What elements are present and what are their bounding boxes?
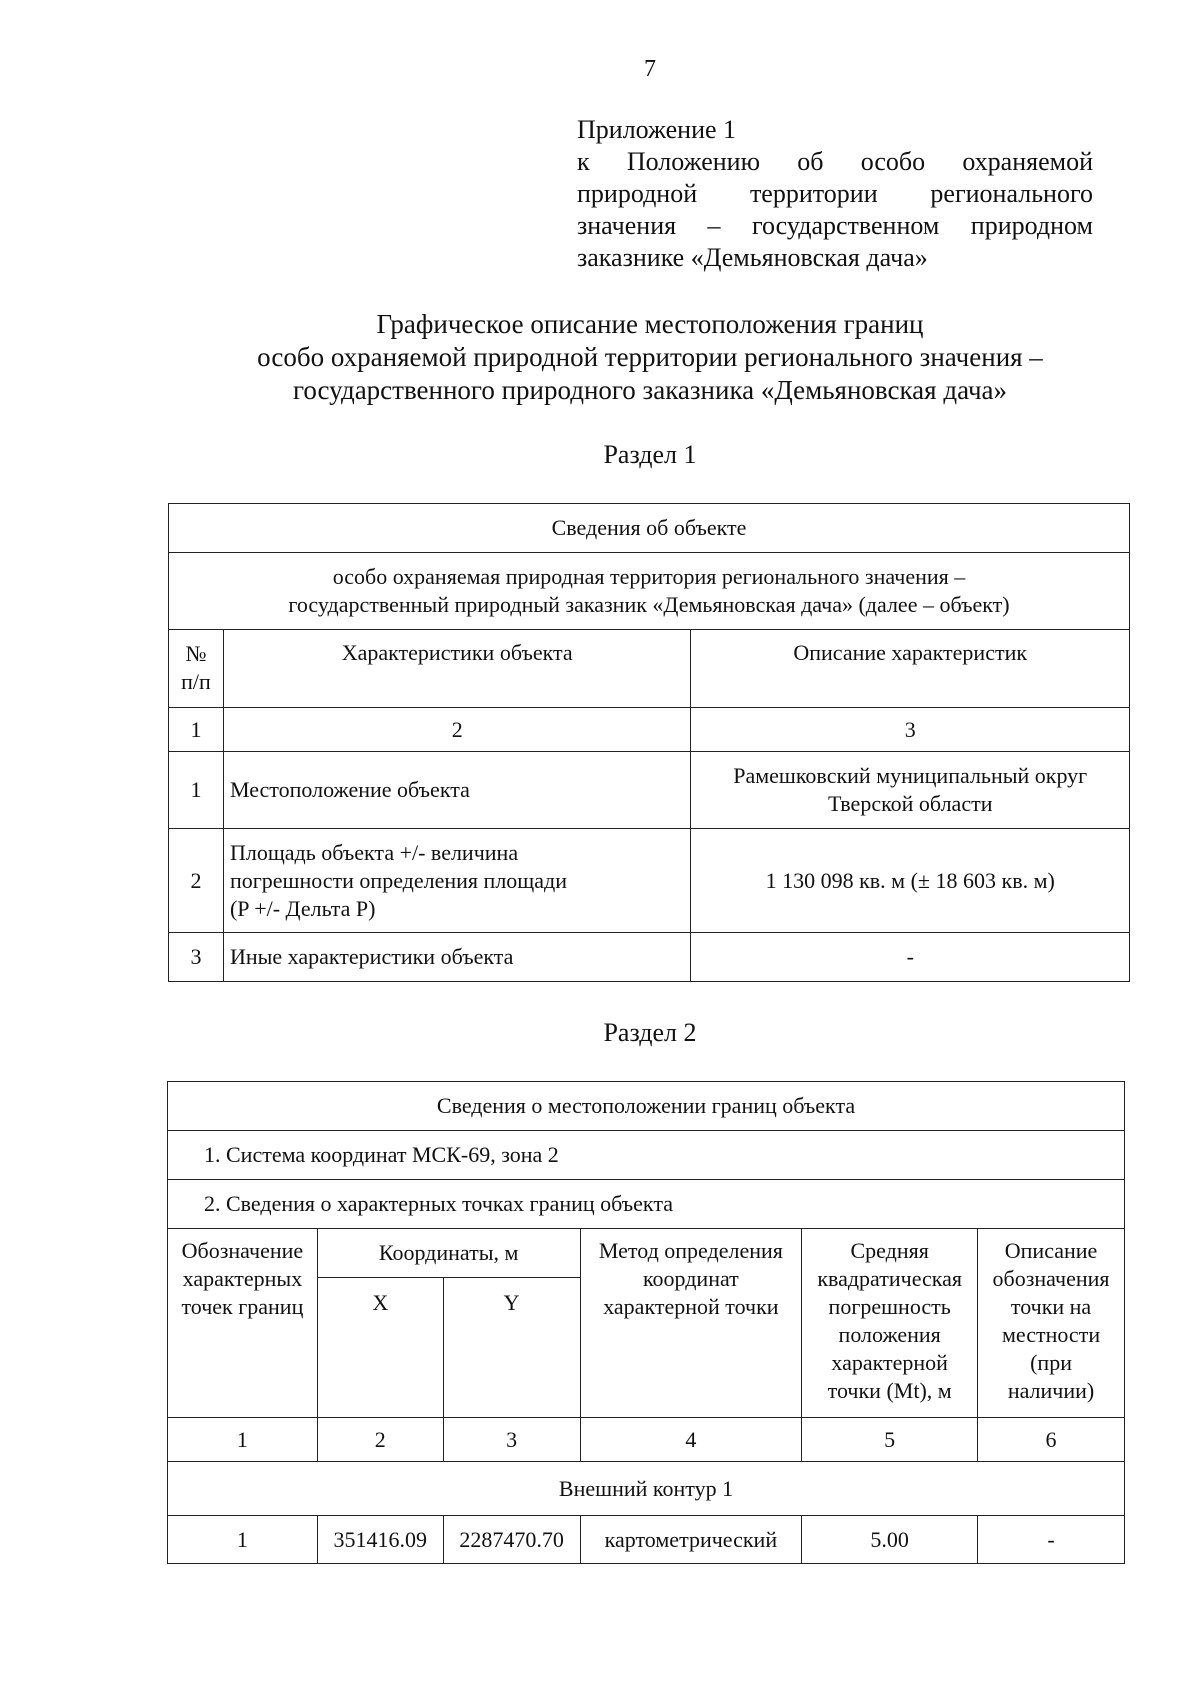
header-num-line: п/п xyxy=(181,669,211,694)
document-title-line: особо охраняемой природной территории регионального значения – xyxy=(257,342,1043,372)
column-number: 1 xyxy=(168,1418,318,1462)
row-description: 1 130 098 кв. м (± 18 603 кв. м) xyxy=(691,829,1130,933)
object-name-line: особо охраняемая природная территория регионального значения – xyxy=(332,564,966,589)
table-row xyxy=(168,1516,1125,1564)
header-y: Y xyxy=(443,1278,580,1418)
point-id: 1 xyxy=(168,1516,318,1564)
row-num: 1 xyxy=(169,752,224,829)
page-number: 7 xyxy=(644,56,656,82)
point-y: 2287470.70 xyxy=(443,1516,580,1564)
header-line: местности xyxy=(1002,1322,1101,1347)
column-number: 5 xyxy=(802,1418,978,1462)
row-characteristic xyxy=(223,829,691,933)
contour-title: Внешний контур 1 xyxy=(168,1462,1125,1516)
row-characteristic: Местоположение объекта xyxy=(223,752,691,829)
row-characteristic-line: погрешности определения площади xyxy=(229,867,567,893)
header-description: Описание характеристик xyxy=(691,630,1130,708)
header-num xyxy=(169,630,224,708)
table-row xyxy=(169,933,1130,982)
row-description: - xyxy=(691,933,1130,982)
row-characteristic-line: (P +/- Дельта P) xyxy=(229,895,376,921)
section-2-heading: Раздел 2 xyxy=(603,1018,697,1047)
row-description-line: Рамешковский муниципальный округ xyxy=(733,763,1088,788)
appendix-title: Приложение 1 xyxy=(577,115,737,144)
header-error xyxy=(802,1229,978,1418)
header-line: погрешность xyxy=(828,1294,951,1319)
header-line: характерной точки xyxy=(603,1294,779,1319)
table-row xyxy=(169,829,1130,933)
row-num: 3 xyxy=(169,933,224,982)
column-number: 2 xyxy=(223,708,691,752)
object-info-table xyxy=(168,503,1130,982)
point-description: - xyxy=(978,1516,1125,1564)
header-line: характерных xyxy=(182,1266,303,1291)
header-line: Описание xyxy=(1004,1238,1098,1263)
point-x: 351416.09 xyxy=(317,1516,443,1564)
header-line: квадратическая xyxy=(817,1266,963,1291)
boundary-title: Сведения о местоположении границ объекта xyxy=(168,1082,1125,1131)
object-name-line: государственный природный заказник «Демьяновская дача» (далее – объект) xyxy=(288,592,1010,617)
column-number: 2 xyxy=(317,1418,443,1462)
table-row xyxy=(169,752,1130,829)
header-coordinates: Координаты, м xyxy=(317,1229,580,1278)
object-info-title: Сведения об объекте xyxy=(169,504,1130,553)
section-1-heading: Раздел 1 xyxy=(603,440,697,469)
header-line: координат xyxy=(642,1266,739,1291)
point-error: 5.00 xyxy=(802,1516,978,1564)
column-number: 4 xyxy=(580,1418,802,1462)
appendix-block xyxy=(577,114,1093,274)
row-description-line: Тверской области xyxy=(827,791,993,816)
object-name-cell xyxy=(169,553,1130,630)
header-line: точки (Mt), м xyxy=(827,1378,952,1403)
document-title-line: государственного природного заказника «Демьяновская дача» xyxy=(292,375,1008,405)
column-number: 6 xyxy=(978,1418,1125,1462)
header-line: Метод определения xyxy=(598,1238,783,1263)
header-x: X xyxy=(317,1278,443,1418)
header-line: Обозначение xyxy=(181,1238,304,1263)
row-num: 2 xyxy=(169,829,224,933)
header-line: положения xyxy=(838,1322,941,1347)
header-line: точки на xyxy=(1010,1294,1092,1319)
header-line: наличии) xyxy=(1007,1378,1095,1403)
row-characteristic: Иные характеристики объекта xyxy=(223,933,691,982)
header-method xyxy=(580,1229,802,1418)
header-point-description xyxy=(978,1229,1125,1418)
document-title xyxy=(0,308,1200,407)
column-number: 1 xyxy=(169,708,224,752)
points-title: 2. Сведения о характерных точках границ объекта xyxy=(168,1180,1125,1229)
appendix-body: к Положению об особо охраняемой природной территории регионального значения – государственном природном заказнике «Демьяновская дача» xyxy=(577,147,1093,272)
header-designation xyxy=(168,1229,318,1418)
header-line: обозначения xyxy=(992,1266,1110,1291)
column-number: 3 xyxy=(691,708,1130,752)
coordinate-system: 1. Система координат МСК-69, зона 2 xyxy=(168,1131,1125,1180)
header-line: (при xyxy=(1030,1350,1072,1375)
boundary-table xyxy=(167,1081,1125,1564)
row-description xyxy=(691,752,1130,829)
header-characteristics: Характеристики объекта xyxy=(223,630,691,708)
column-number: 3 xyxy=(443,1418,580,1462)
header-line: точек границ xyxy=(181,1294,304,1319)
point-method: картометрический xyxy=(580,1516,802,1564)
document-title-line: Графическое описание местоположения границ xyxy=(376,309,924,339)
header-num-line: № xyxy=(185,641,207,666)
header-line: Средняя xyxy=(850,1238,929,1263)
header-line: характерной xyxy=(831,1350,948,1375)
row-characteristic-line: Площадь объекта +/- величина xyxy=(229,839,519,865)
